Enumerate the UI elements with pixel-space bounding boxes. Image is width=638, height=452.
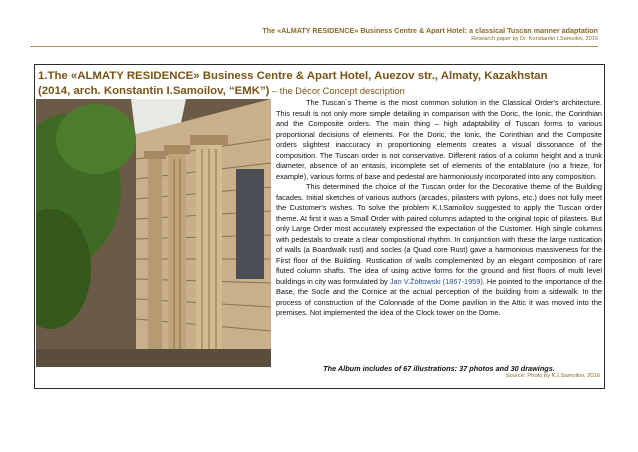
paragraph-2-tail: . He pointed to the importance of the Base, the Socle and the Cornice at the actual perception of the building from a sidewalk. In the process of construction of the Colonnade of the Dome pavilion in the Attic it was moved into the premises. Not implemented the idea of the Clock tower on the Dome. (276, 276, 602, 317)
paragraph-2-text: This determined the choice of the Tuscan order for the Decorative theme of the Building facades. Initial sketches of various authors (arcades, pilasters with pylons, etc.) does not fully meet the Customer's wishes. To solve the problem K.I.Samoilov suggested to apply the Tuscan order theme. At first it was a Small Order with paired columns adapted to the original topic of pilasters. But only Large Order most accurately expressed the expectation of the Customer. High single columns with pedestals to create a clear compositional rhythm. In conjunction with these the large rustication of walls (a Boardwalk rust) and socles (a Quad core Rust) gave a harmonious massiveness for the First floor of the Building. Rustication of walls complemented by an elegant composition of rare fluted column shafts. The idea of using active forms for the ground and first floors of multi level buildings in city was formulated by (276, 182, 602, 286)
paragraph-1: The Tuscan`s Theme is the most common solution in the Classical Order's architecture. This result is not only more simple detailing in comparison with the Doric, the Ionic, the Corinthian and the Composite orders. The main thing – high adaptability of Tuscan forms to various proportional decisions of elements. For the Doric, the Ionic, the Corinthian and the Composite orders slightest inaccuracy in proportioning elements creates a visual dissonance of the composition. The Tuscan order is not conservative. Different ratios of a column height and a trunk diameter, absence of an entasis, incomplete set of elements of the entablature (no a frieze, for example), various forms of base and pedestal are harmoniously incorporated into any composition. (276, 98, 602, 181)
album-note: The Album includes of 67 illustrations: 37 photos and 30 drawings. (323, 364, 555, 373)
paragraph-2 (276, 182, 602, 319)
article-body (276, 98, 602, 319)
header-subtitle: Research paper by Dr. Konstantin I.Samoilov, 2016 (471, 36, 598, 42)
author-link[interactable]: Jan V.Žółtowski (1867-1959) (389, 276, 483, 286)
header-divider (30, 46, 598, 47)
header-title: The «ALMATY RESIDENCE» Business Centre & Apart Hotel: a classical Tuscan manner adaptation (262, 26, 598, 35)
building-photo (36, 99, 271, 367)
heading-line-2 (38, 84, 598, 99)
source-caption: Source: Photo by K.I.Samoilov, 2016 (505, 373, 600, 379)
heading-suffix: – the Décor Concept description (269, 86, 405, 96)
building-photo-illustration (36, 99, 271, 367)
heading-line-1: 1.The «ALMATY RESIDENCE» Business Centre & Apart Hotel, Auezov str., Almaty, Kazakhstan (38, 70, 548, 82)
heading-authorship: (2014, arch. Konstantin I.Samoilov, “EMK”) (38, 85, 270, 97)
section-heading (38, 69, 598, 99)
